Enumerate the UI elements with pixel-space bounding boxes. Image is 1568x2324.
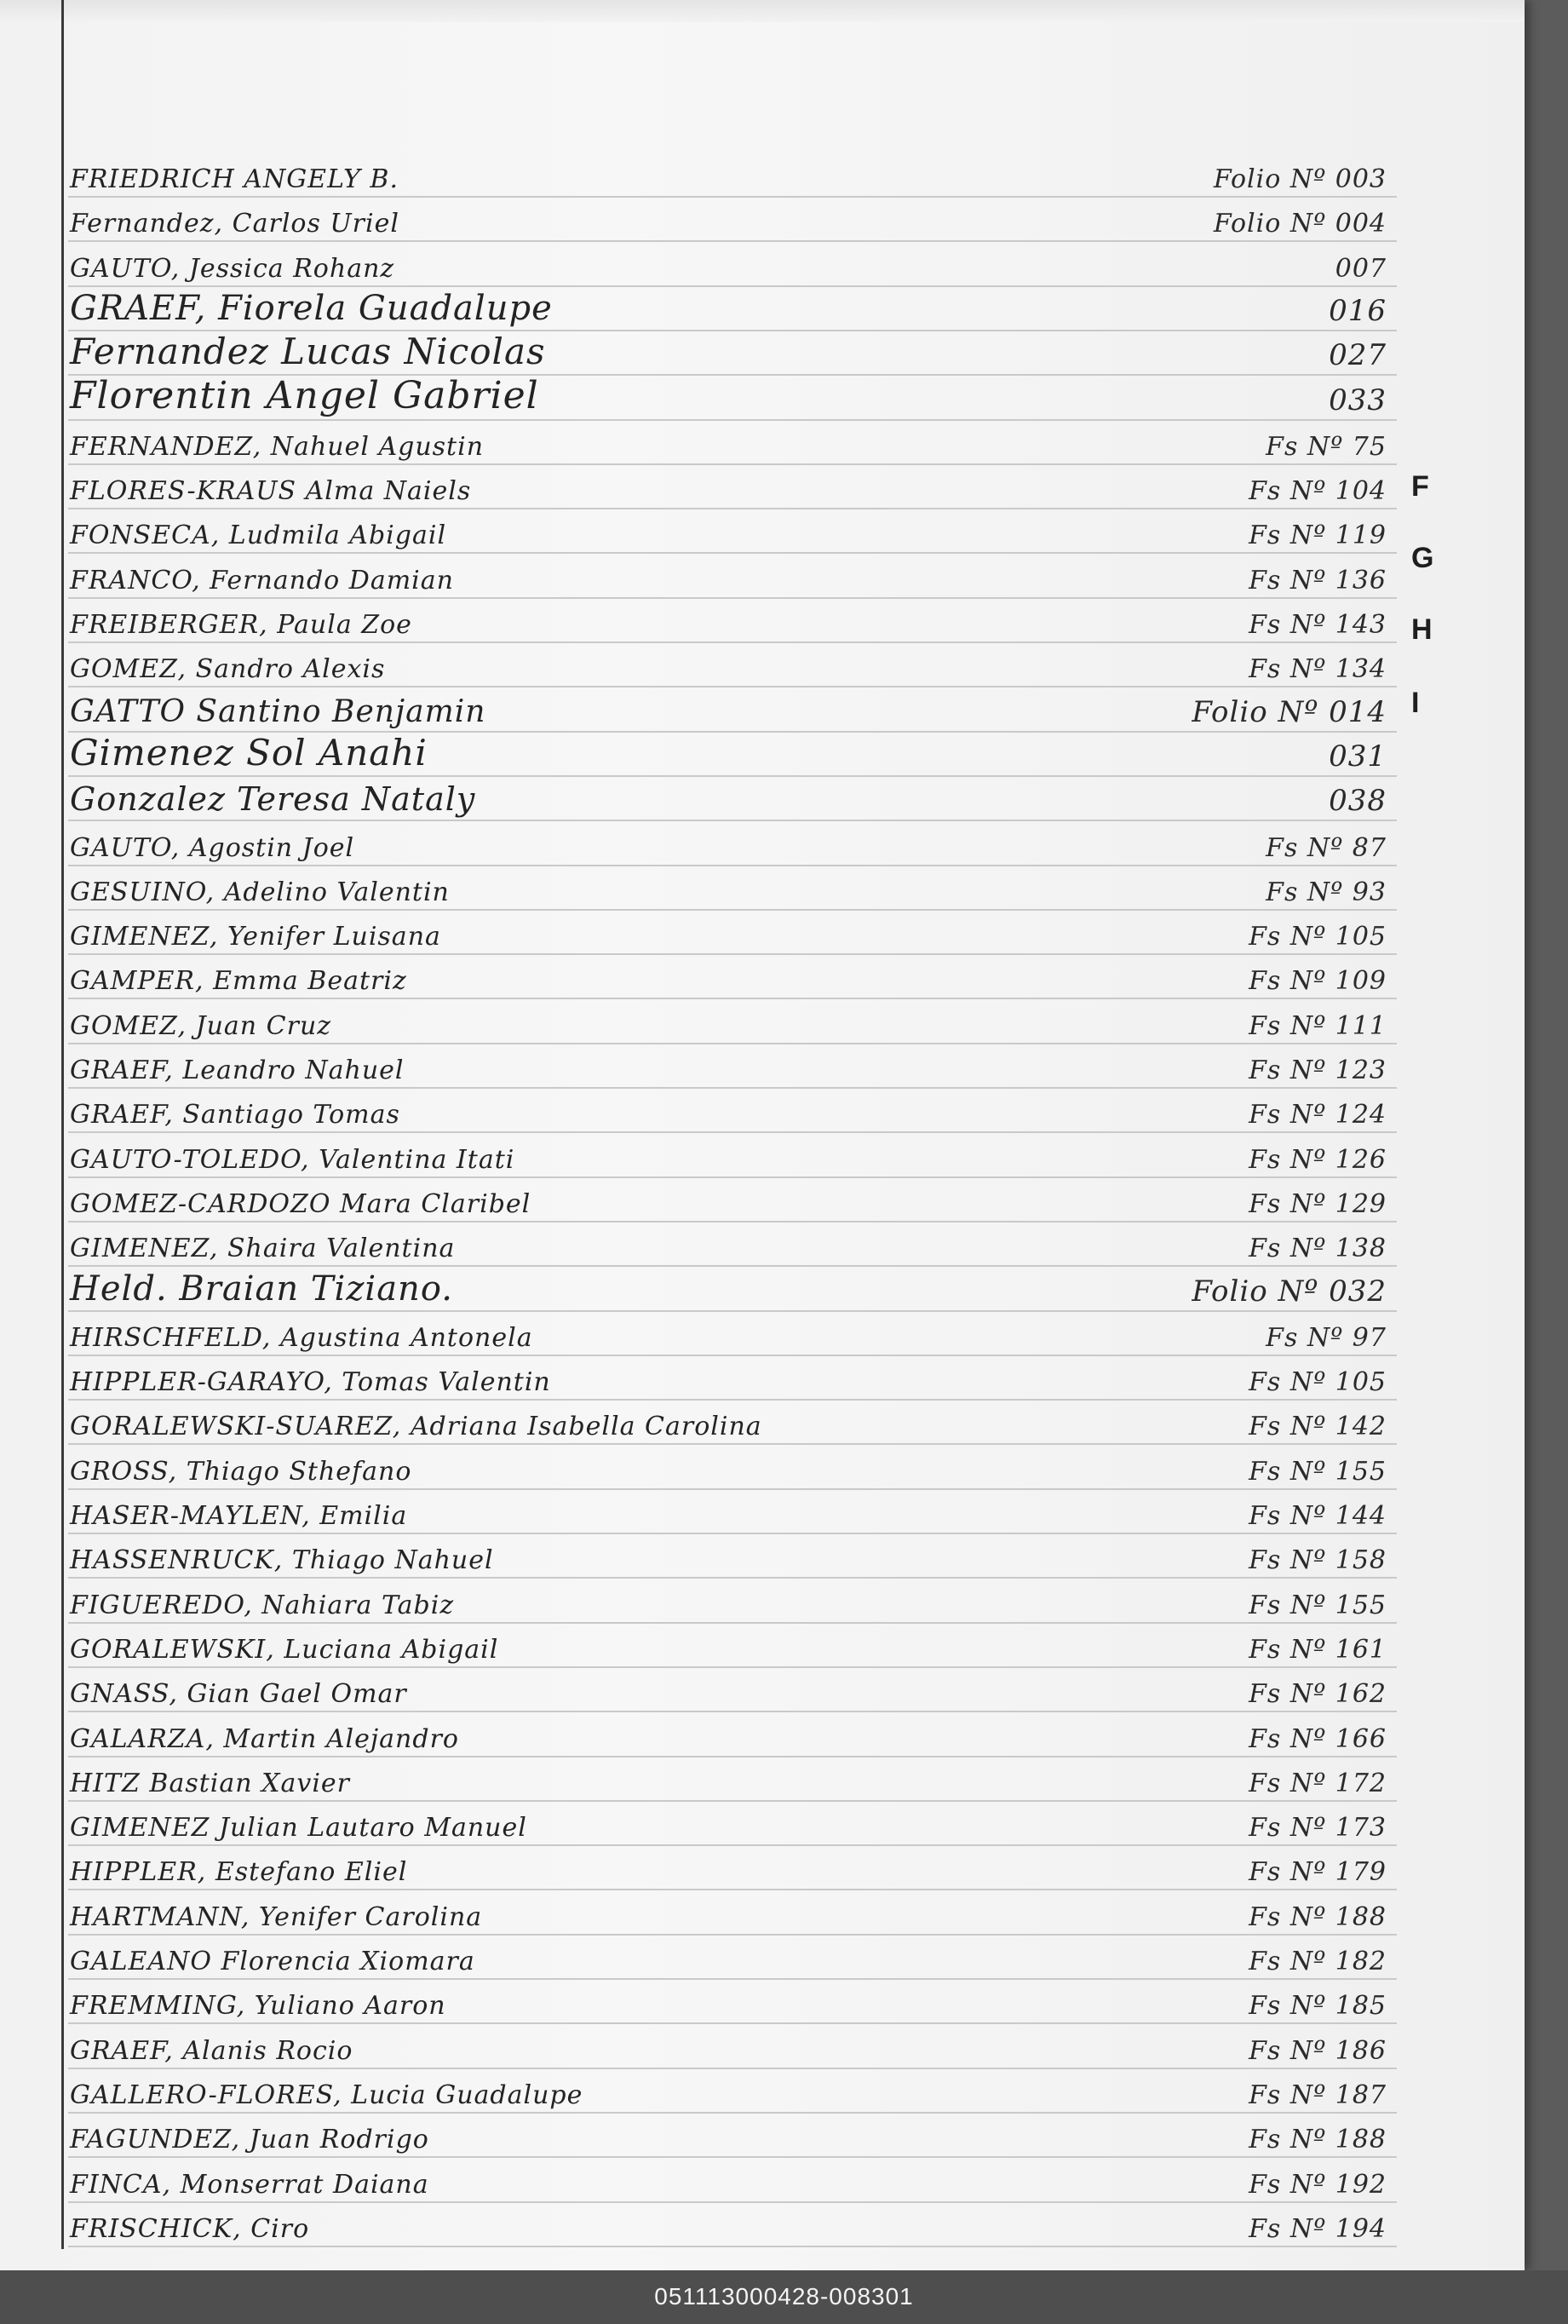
student-name: GRAEF, Alanis Rocio	[70, 2035, 353, 2066]
register-row	[66, 1583, 1421, 1624]
folio-number: Fs Nº 194	[1249, 2213, 1387, 2244]
register-row	[66, 373, 1421, 421]
student-name: Fernandez, Carlos Uriel	[70, 209, 399, 239]
student-name: HASSENRUCK, Thiago Nahuel	[70, 1545, 494, 1576]
index-letter-i: I	[1411, 687, 1420, 719]
student-name: FREMMING, Yuliano Aaron	[70, 1991, 446, 2022]
folio-number: Fs Nº 105	[1249, 922, 1387, 952]
student-name: GRAEF, Leandro Nahuel	[70, 1056, 405, 1085]
student-name: GROSS, Thiago Sthefano	[70, 1456, 412, 1487]
folio-number: Fs Nº 182	[1249, 1947, 1387, 1976]
register-row	[66, 1137, 1421, 1178]
folio-number: 033	[1329, 383, 1387, 417]
student-name: GAUTO, Jessica Rohanz	[70, 253, 395, 284]
folio-number: Fs Nº 126	[1249, 1144, 1387, 1175]
register-row	[66, 1761, 1421, 1802]
student-name: GIMENEZ Julian Lautaro Manuel	[70, 1813, 527, 1844]
student-name: FONSECA, Ludmila Abigail	[70, 521, 447, 551]
folio-number: Fs Nº 185	[1249, 1991, 1387, 2022]
register-row	[66, 602, 1421, 643]
student-name: Florentin Angel Gabriel	[70, 373, 539, 417]
folio-number: Folio Nº 032	[1192, 1274, 1387, 1309]
register-row	[66, 2117, 1421, 2158]
folio-number: Fs Nº 111	[1249, 1010, 1387, 1041]
register-row	[66, 1717, 1421, 1757]
folio-number: Fs Nº 155	[1249, 1456, 1387, 1487]
folio-number: Folio Nº 014	[1192, 694, 1387, 729]
folio-number: Fs Nº 186	[1249, 2035, 1387, 2066]
student-name: FRANCO, Fernando Damian	[70, 565, 454, 595]
student-name: FRIEDRICH ANGELY B.	[70, 164, 399, 194]
register-row	[66, 331, 1421, 376]
folio-number: Fs Nº 138	[1249, 1234, 1387, 1264]
register-row	[66, 870, 1421, 911]
folio-number: 007	[1335, 253, 1387, 284]
register-row	[66, 914, 1421, 955]
register-row	[66, 1226, 1421, 1267]
student-name: FAGUNDEZ, Juan Rodrigo	[70, 2125, 429, 2155]
folio-number: Fs Nº 187	[1249, 2080, 1387, 2110]
student-name: FLORES-KRAUS Alma Naiels	[70, 476, 472, 507]
student-name: Gimenez Sol Anahi	[70, 731, 428, 774]
folio-number: Fs Nº 192	[1249, 2169, 1387, 2200]
register-row	[66, 825, 1421, 866]
student-name: HARTMANN, Yenifer Carolina	[70, 1901, 483, 1932]
student-name: GALEANO Florencia Xiomara	[70, 1947, 475, 1976]
register-row	[66, 1895, 1421, 1936]
register-row	[66, 246, 1421, 287]
register-row	[66, 1671, 1421, 1712]
student-name: GOMEZ, Juan Cruz	[70, 1010, 332, 1041]
register-row	[66, 1360, 1421, 1401]
student-name: GESUINO, Adelino Valentin	[70, 877, 450, 907]
folio-number: Fs Nº 97	[1266, 1322, 1387, 1353]
folio-number: Fs Nº 109	[1249, 966, 1387, 997]
register-row	[66, 1404, 1421, 1445]
register-row	[66, 1805, 1421, 1846]
student-name: FREIBERGER, Paula Zoe	[70, 610, 412, 640]
student-name: GOMEZ-CARDOZO Mara Claribel	[70, 1188, 531, 1219]
folio-number: Fs Nº 123	[1249, 1056, 1387, 1085]
folio-number: Fs Nº 166	[1249, 1723, 1387, 1754]
student-name: HASER-MAYLEN, Emilia	[70, 1501, 408, 1531]
student-name: HIPPLER-GARAYO, Tomas Valentin	[70, 1367, 551, 1398]
folio-number: Fs Nº 173	[1249, 1813, 1387, 1844]
student-name: GIMENEZ, Yenifer Luisana	[70, 922, 441, 952]
student-name: Fernandez Lucas Nicolas	[70, 331, 546, 373]
register-row	[66, 1983, 1421, 2024]
folio-number: Fs Nº 75	[1266, 431, 1387, 462]
student-name: GORALEWSKI, Luciana Abigail	[70, 1634, 499, 1665]
folio-number: Fs Nº 93	[1266, 877, 1387, 907]
register-row	[66, 1849, 1421, 1890]
folio-number: Fs Nº 124	[1249, 1100, 1387, 1130]
folio-number: Fs Nº 136	[1249, 565, 1387, 595]
folio-number: Fs Nº 161	[1249, 1634, 1387, 1665]
register-row	[66, 1048, 1421, 1089]
folio-number: Fs Nº 134	[1249, 654, 1387, 685]
register-row	[66, 2028, 1421, 2069]
register-row	[66, 2162, 1421, 2203]
register-row	[66, 780, 1421, 821]
register-row	[66, 290, 1421, 331]
folio-number: Fs Nº 143	[1249, 610, 1387, 640]
folio-number: Fs Nº 188	[1249, 1901, 1387, 1932]
student-name: GOMEZ, Sandro Alexis	[70, 654, 386, 685]
register-row	[66, 157, 1421, 198]
student-name: GALARZA, Martin Alejandro	[70, 1723, 459, 1754]
register-row	[66, 1627, 1421, 1668]
student-name: HITZ Bastian Xavier	[70, 1768, 351, 1798]
student-name: GRAEF, Santiago Tomas	[70, 1100, 400, 1130]
student-name: GORALEWSKI-SUAREZ, Adriana Isabella Carolina	[70, 1412, 762, 1442]
folio-number: Fs Nº 188	[1249, 2125, 1387, 2155]
register-row	[66, 1538, 1421, 1579]
register-row	[66, 1939, 1421, 1980]
register-row	[66, 1493, 1421, 1534]
student-name: GNASS, Gian Gael Omar	[70, 1679, 407, 1710]
student-name: GALLERO-FLORES, Lucia Guadalupe	[70, 2080, 583, 2110]
student-name: GAMPER, Emma Beatriz	[70, 966, 407, 997]
student-name: FINCA, Monserrat Daiana	[70, 2169, 429, 2200]
folio-number: Fs Nº 129	[1249, 1188, 1387, 1219]
register-row	[66, 1268, 1421, 1312]
folio-number: Fs Nº 158	[1249, 1545, 1387, 1576]
folio-number: Folio Nº 003	[1213, 164, 1387, 194]
student-name: Held. Braian Tiziano.	[70, 1268, 453, 1309]
folio-number: 038	[1329, 784, 1387, 819]
folio-number: Fs Nº 144	[1249, 1501, 1387, 1531]
index-letter-g: G	[1411, 542, 1434, 574]
folio-number: 016	[1329, 293, 1387, 328]
folio-number: Fs Nº 87	[1266, 832, 1387, 863]
folio-number: Fs Nº 162	[1249, 1679, 1387, 1710]
register-row	[66, 1315, 1421, 1356]
student-name: HIPPLER, Estefano Eliel	[70, 1857, 408, 1888]
student-name: FERNANDEZ, Nahuel Agustin	[70, 431, 485, 462]
register-row	[66, 2073, 1421, 2114]
register-row	[66, 1092, 1421, 1133]
student-name: GRAEF, Fiorela Guadalupe	[70, 288, 553, 328]
index-letter-f: F	[1411, 470, 1429, 503]
folio-number: Fs Nº 105	[1249, 1367, 1387, 1398]
register-row	[66, 958, 1421, 999]
register-row	[66, 469, 1421, 509]
register-row	[66, 1449, 1421, 1490]
register-row	[66, 558, 1421, 599]
folio-number: Fs Nº 104	[1249, 476, 1387, 507]
folio-number: Fs Nº 179	[1249, 1857, 1387, 1888]
folio-number: Fs Nº 119	[1249, 521, 1387, 551]
register-row	[66, 731, 1421, 777]
register-row	[66, 692, 1421, 733]
folio-number: Folio Nº 004	[1213, 209, 1387, 239]
register-row	[66, 1182, 1421, 1222]
folio-number: 031	[1329, 739, 1387, 774]
student-name: GAUTO, Agostin Joel	[70, 832, 355, 863]
document-id: 051113000428-008301	[654, 2283, 914, 2310]
folio-number: 027	[1329, 338, 1387, 373]
register-row	[66, 513, 1421, 554]
student-name: GIMENEZ, Shaira Valentina	[70, 1234, 456, 1264]
student-name: Gonzalez Teresa Nataly	[70, 780, 476, 819]
student-name: HIRSCHFELD, Agustina Antonela	[70, 1322, 533, 1353]
register-row	[66, 2206, 1421, 2247]
student-name: GAUTO-TOLEDO, Valentina Itati	[70, 1144, 515, 1175]
student-name: GATTO Santino Benjamin	[70, 693, 486, 729]
register-row	[66, 1004, 1421, 1044]
student-name: FRISCHICK, Ciro	[70, 2213, 310, 2244]
register-row	[66, 647, 1421, 687]
index-letter-h: H	[1411, 613, 1433, 646]
folio-number: Fs Nº 155	[1249, 1590, 1387, 1620]
folio-number: Fs Nº 172	[1249, 1768, 1387, 1798]
student-name: FIGUEREDO, Nahiara Tabiz	[70, 1590, 455, 1620]
register-row	[66, 424, 1421, 465]
register-row	[66, 201, 1421, 242]
folio-number: Fs Nº 142	[1249, 1412, 1387, 1442]
